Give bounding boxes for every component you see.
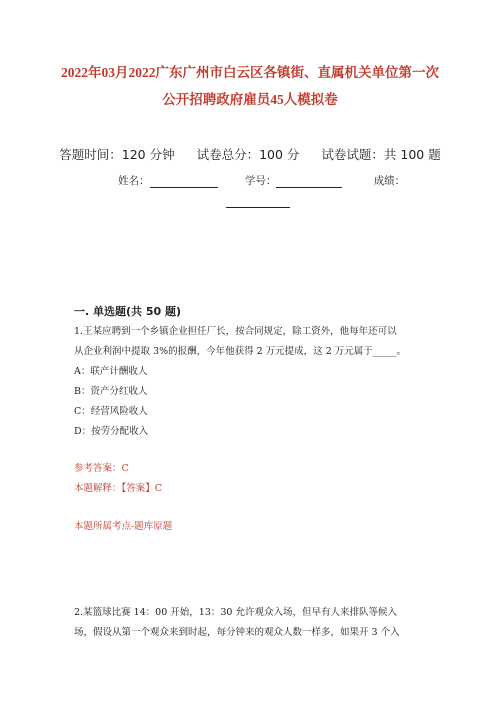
exam-total-score: 试卷总分：100 分 [196, 147, 300, 162]
student-id-label: 学号： [244, 175, 277, 187]
question-1-answer: 参考答案：C [74, 463, 129, 474]
question-2-line1: 2.某篮球比赛 14：00 开始，13：30 允许观众入场，但早有人来排队等候入 [74, 607, 397, 618]
question-1-option-a: A：联产计酬收人 [74, 366, 148, 377]
question-1-option-d: D：按劳分配收入 [74, 426, 149, 437]
grade-label: 成绩： [373, 175, 406, 187]
exam-meta [0, 145, 500, 163]
question-1-explanation: 本题解释：【答案】C [74, 483, 163, 494]
question-1-source: 本题所属考点-题库原题 [74, 521, 173, 532]
name-label: 姓名： [118, 175, 150, 187]
question-1-line2: 从企业利润中提取 3%的报酬，今年他获得 2 万元提成，这 2 万元属于_____。 [74, 346, 407, 357]
grade-blank [226, 197, 290, 208]
question-2-line2: 场，假设从第一个观众来到时起，每分钟来的观众人数一样多，如果开 3 个入 [74, 627, 400, 638]
student-id-blank [276, 175, 342, 188]
exam-title-line2: 公开招聘政府雇员45人模拟卷 [162, 92, 338, 107]
exam-question-count: 试卷试题：共 100 题 [321, 147, 441, 162]
name-blank [150, 175, 218, 188]
section-heading: 一. 单选题(共 50 题) [74, 305, 182, 318]
exam-title-line1: 2022年03月2022广东广州市白云区各镇街、直属机关单位第一次 [61, 65, 439, 80]
question-1-option-b: B：资产分红收人 [74, 386, 148, 397]
question-1-option-c: C：经营风险收人 [74, 406, 148, 417]
exam-time: 答题时间：120 分钟 [59, 147, 175, 162]
question-1-line1: 1.王某应聘到一个乡镇企业担任厂长，按合同规定，除工资外，他每年还可以 [74, 326, 397, 337]
student-fields [118, 173, 405, 188]
